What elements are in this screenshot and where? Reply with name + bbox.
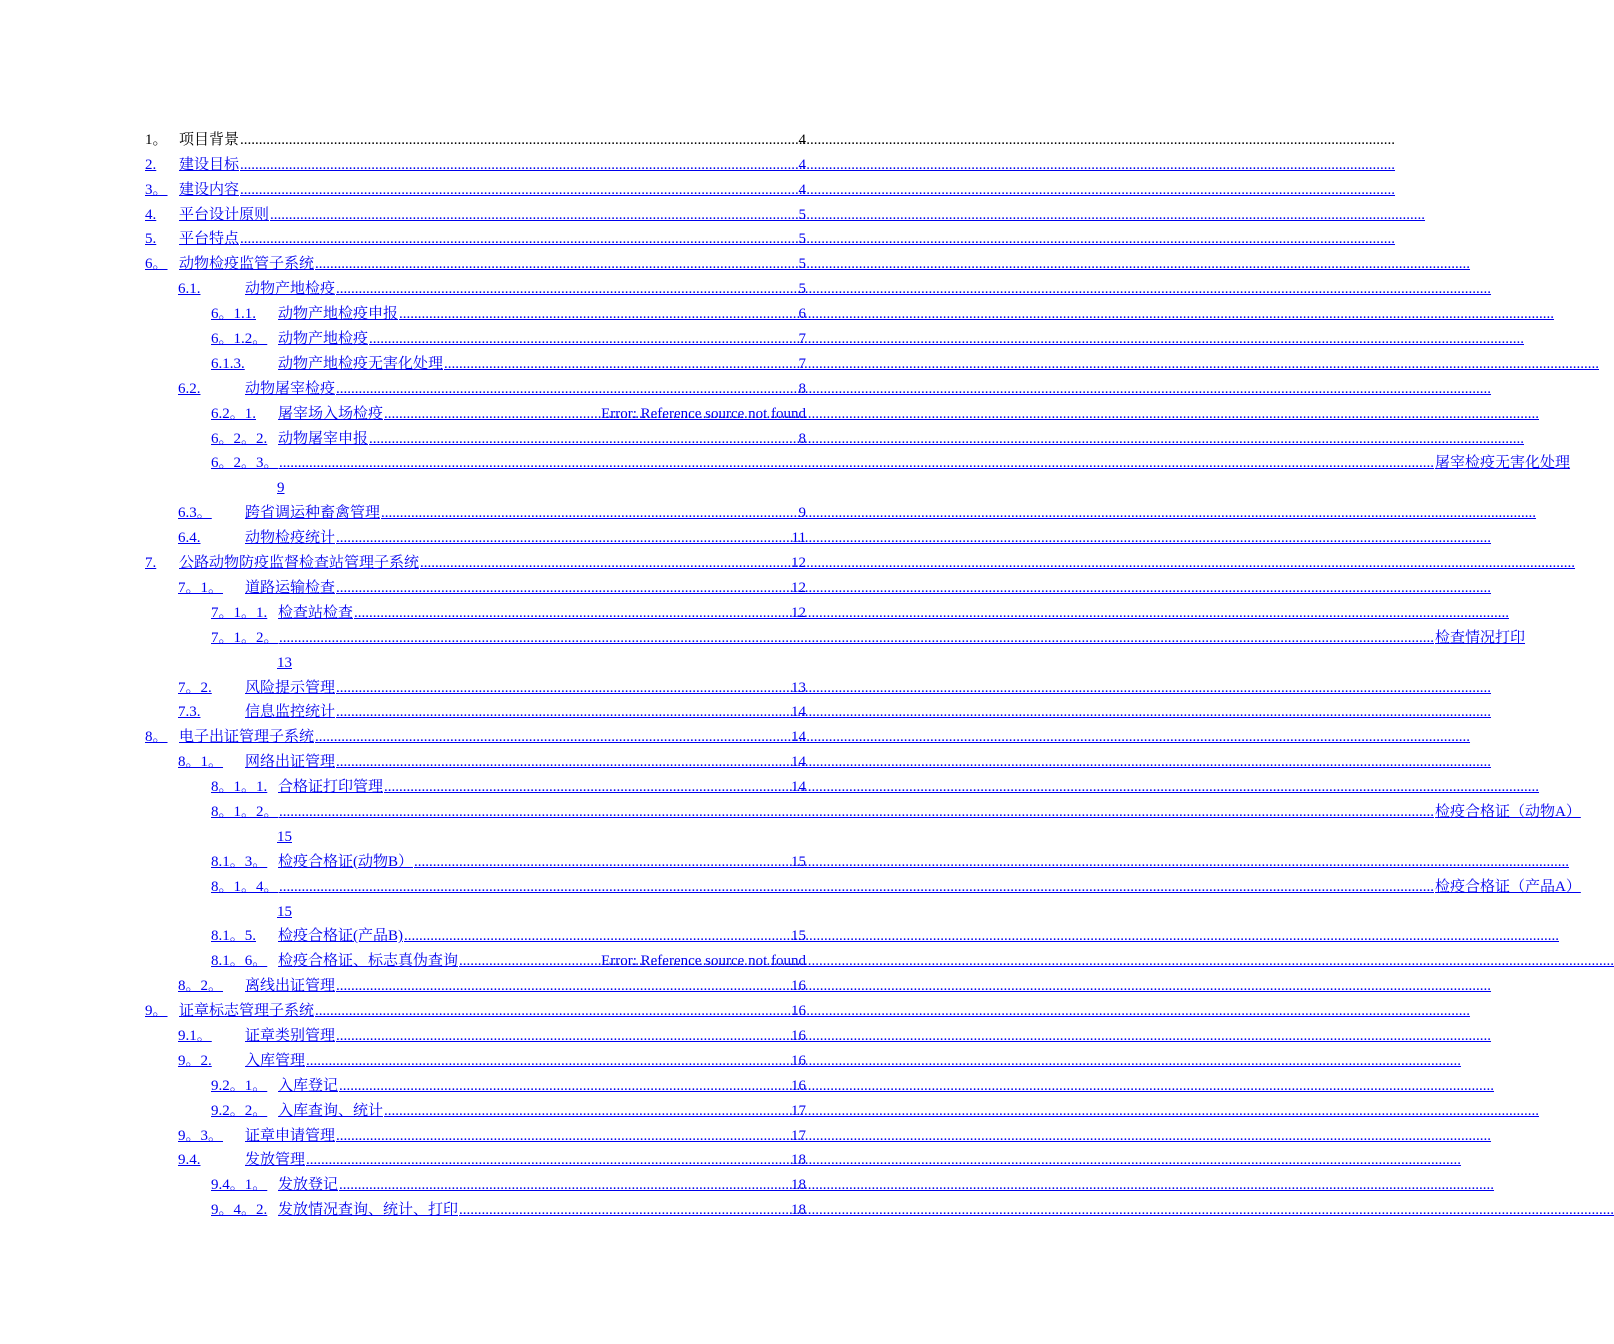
toc-entry-number: 6。2。3。 [211, 455, 279, 472]
toc-entry-title: 入库管理 [245, 1052, 306, 1069]
toc-entry-title: 电子出证管理子系统 [179, 729, 315, 746]
toc-leader-dots [315, 256, 797, 272]
toc-leader-dots [279, 879, 1434, 895]
toc-entry-number: 9。 [145, 1003, 168, 1020]
toc-entry[interactable] [145, 247, 806, 272]
toc-entry[interactable] [145, 671, 806, 696]
toc-entry[interactable] [145, 944, 806, 969]
toc-leader-dots [315, 1003, 790, 1019]
toc-entry[interactable] [145, 148, 806, 173]
toc-leader-dots [399, 306, 797, 322]
toc-entry-number: 1。 [145, 131, 168, 148]
toc-page-number: 5 [798, 206, 806, 223]
toc-entry-number: 7。1。 [178, 579, 224, 596]
toc-page-number: 16 [791, 1003, 806, 1020]
toc-entry-number: 9.2。2。 [211, 1102, 268, 1119]
toc-leader-dots [240, 182, 797, 198]
toc-entry-number: 8.1。5. [211, 928, 257, 945]
toc-entry[interactable] [145, 745, 806, 770]
toc-entry-title: 检疫合格证(产品B) [278, 928, 403, 945]
toc-entry-number: 6.1.3. [211, 355, 245, 372]
toc-entry-title: 屠宰场入场检疫 [278, 405, 384, 422]
toc-entry[interactable] [145, 173, 806, 198]
toc-entry[interactable] [145, 397, 806, 422]
toc-entry[interactable] [145, 870, 1581, 920]
toc-page-number: 12 [791, 555, 806, 572]
toc-entry-title: 检疫合格证（产品A） [1435, 878, 1581, 895]
toc-entry-title: 跨省调运种畜禽管理 [245, 505, 381, 522]
toc-leader-dots [336, 1028, 790, 1044]
toc-leader-dots [459, 953, 600, 969]
toc-leader-dots [336, 281, 797, 297]
toc-entry[interactable] [145, 621, 1526, 671]
toc-leader-dots [369, 331, 797, 347]
toc-entry-title: 发放情况查询、统计、打印 [278, 1202, 459, 1219]
toc-entry-number: 8.1。6。 [211, 953, 268, 970]
toc-entry-number: 6.4. [178, 530, 201, 547]
toc-leader-dots [444, 356, 797, 372]
toc-leader-dots [384, 406, 600, 422]
toc-page-number: 18 [791, 1177, 806, 1194]
toc-entry-number: 9.1。 [178, 1028, 212, 1045]
toc-page-number: 9 [277, 480, 285, 497]
toc-page-number: Error: Reference source not found [601, 953, 806, 970]
toc-entry-title: 项目背景 [179, 131, 240, 148]
toc-page-number: 12 [791, 579, 806, 596]
toc-entry-number: 8。2。 [178, 978, 224, 995]
toc-entry-number: 8。1。4。 [211, 878, 279, 895]
toc-entry[interactable] [145, 845, 806, 870]
toc-entry-title: 证章申请管理 [245, 1127, 336, 1144]
toc-page-number: 4 [798, 131, 806, 148]
toc-entry[interactable] [145, 596, 806, 621]
toc-page-number: 5 [798, 231, 806, 248]
toc-entry-number: 9.4. [178, 1152, 201, 1169]
toc-leader-dots [459, 1202, 790, 1218]
toc-entry[interactable] [145, 1069, 806, 1094]
toc-entry-title: 动物检疫统计 [245, 530, 336, 547]
toc-leader-dots [306, 1152, 790, 1168]
toc-entry[interactable] [145, 297, 806, 322]
toc-entry-number: 8。1。1. [211, 779, 268, 796]
toc-leader-dots [336, 530, 791, 546]
toc-entry-title: 建设目标 [179, 156, 240, 173]
toc-entry[interactable] [145, 720, 806, 745]
toc-page-number: 16 [791, 1028, 806, 1045]
toc-page-number: 16 [791, 1052, 806, 1069]
toc-entry-number: 8。 [145, 729, 168, 746]
toc-page-number: 4 [798, 156, 806, 173]
toc-entry-title: 入库查询、统计 [278, 1102, 384, 1119]
toc-page-number: 14 [791, 704, 806, 721]
toc-entry[interactable] [145, 223, 806, 248]
toc-page-number: 18 [791, 1152, 806, 1169]
toc-entry[interactable] [145, 447, 1571, 497]
toc-page-number: 17 [791, 1127, 806, 1144]
toc-entry[interactable] [145, 920, 806, 945]
toc-entry-title: 发放管理 [245, 1152, 306, 1169]
toc-page-number: 9 [798, 505, 806, 522]
toc-entry-title: 合格证打印管理 [278, 779, 384, 796]
toc-leader-dots [315, 729, 790, 745]
toc-leader-dots [306, 1053, 790, 1069]
toc-leader-dots [339, 1078, 790, 1094]
toc-entry-number: 9。3。 [178, 1127, 224, 1144]
toc-leader-dots [279, 630, 1434, 646]
toc-entry[interactable] [145, 795, 1581, 845]
toc-entry-title: 检查站检查 [278, 604, 354, 621]
toc-entry-number: 7.3. [178, 704, 201, 721]
toc-leader-dots [414, 854, 790, 870]
toc-page-number: 5 [798, 281, 806, 298]
toc-entry-title: 风险提示管理 [245, 679, 336, 696]
toc-entry[interactable] [145, 496, 806, 521]
toc-entry-title: 道路运输检查 [245, 579, 336, 596]
toc-entry-number: 9.2。1。 [211, 1077, 268, 1094]
toc-page-number: 4 [798, 181, 806, 198]
toc-page-number: 8 [798, 430, 806, 447]
toc-entry-title: 动物屠宰申报 [278, 430, 369, 447]
toc-entry-title: 建设内容 [179, 181, 240, 198]
toc-entry[interactable] [145, 521, 806, 546]
toc-leader-dots [420, 555, 790, 571]
toc-entry-title: 检疫合格证(动物B） [278, 853, 414, 870]
toc-leader-dots [279, 455, 1434, 471]
toc-entry[interactable] [145, 571, 806, 596]
toc-entry-number: 6.3。 [178, 505, 212, 522]
toc-page-number: 7 [798, 355, 806, 372]
toc-entry-number: 8。1。 [178, 754, 224, 771]
toc-entry[interactable] [145, 198, 806, 223]
toc-entry-title: 检疫合格证（动物A） [1435, 803, 1581, 820]
toc-page-number: 12 [791, 604, 806, 621]
toc-entry-title: 检疫合格证、标志真伪查询 [278, 953, 459, 970]
toc-entry-title: 动物屠宰检疫 [245, 380, 336, 397]
toc-page-number: 15 [791, 928, 806, 945]
toc-leader-dots [336, 680, 790, 696]
toc-page-number: 13 [277, 654, 292, 671]
toc-entry-title: 平台设计原则 [179, 206, 270, 223]
toc-leader-dots [336, 580, 790, 596]
toc-entry-title: 平台特点 [179, 231, 240, 248]
toc-page-number: 15 [791, 853, 806, 870]
toc-page-number: 15 [277, 903, 292, 920]
toc-entry[interactable] [145, 1019, 806, 1044]
toc-entry-title: 动物产地检疫 [245, 281, 336, 298]
toc-entry-title: 发放登记 [278, 1177, 339, 1194]
toc-entry-title: 网络出证管理 [245, 754, 336, 771]
toc-entry [145, 123, 806, 148]
toc-entry-number: 3。 [145, 181, 168, 198]
toc-entry[interactable] [145, 372, 806, 397]
toc-entry-title: 入库登记 [278, 1077, 339, 1094]
toc-entry[interactable] [145, 272, 806, 297]
toc-leader-dots [240, 132, 797, 148]
toc-entry-title: 证章类别管理 [245, 1028, 336, 1045]
toc-leader-dots [336, 381, 797, 397]
toc-entry-number: 6.2。1. [211, 405, 257, 422]
toc-entry[interactable] [145, 546, 806, 571]
toc-page-number: 16 [791, 1077, 806, 1094]
toc-entry-number: 6。1.2。 [211, 331, 268, 348]
toc-page-number: 15 [277, 828, 292, 845]
toc-entry-number: 9.4。1。 [211, 1177, 268, 1194]
toc-entry-title: 公路动物防疫监督检查站管理子系统 [179, 555, 420, 572]
toc-entry[interactable] [145, 696, 806, 721]
toc-entry-number: 7。2. [178, 679, 212, 696]
toc-entry-title: 动物产地检疫 [278, 331, 369, 348]
toc-entry[interactable] [145, 1144, 806, 1169]
toc-leader-dots [404, 928, 790, 944]
toc-page-number: 14 [791, 779, 806, 796]
toc-entry-title: 动物产地检疫无害化处理 [278, 355, 444, 372]
toc-page-number: Error: Reference source not found [601, 405, 806, 422]
toc-leader-dots [369, 431, 797, 447]
toc-entry-title: 屠宰检疫无害化处理 [1435, 455, 1571, 472]
toc-entry-number: 2. [145, 156, 157, 173]
toc-entry-number: 5. [145, 231, 157, 248]
toc-entry-number: 9。2. [178, 1052, 212, 1069]
toc-entry-number: 6.1. [178, 281, 201, 298]
toc-entry-number: 6。2。2. [211, 430, 268, 447]
toc-entry-number: 6.2. [178, 380, 201, 397]
toc-entry-number: 9。4。2. [211, 1202, 268, 1219]
toc-page-number: 13 [791, 679, 806, 696]
toc-entry-title: 证章标志管理子系统 [179, 1003, 315, 1020]
toc-entry[interactable] [145, 322, 806, 347]
toc-entry-number: 7. [145, 555, 157, 572]
toc-leader-dots [336, 1128, 790, 1144]
toc-entry-number: 4. [145, 206, 157, 223]
toc-entry[interactable] [145, 347, 806, 372]
toc-page-number: 14 [791, 729, 806, 746]
toc-leader-dots [240, 157, 797, 173]
table-of-contents [145, 123, 1581, 1219]
toc-entry-number: 8.1。3。 [211, 853, 268, 870]
toc-entry-title: 信息监控统计 [245, 704, 336, 721]
toc-leader-dots [336, 704, 790, 720]
toc-entry-number: 7。1。1. [211, 604, 268, 621]
toc-leader-dots [381, 505, 797, 521]
toc-page-number: 14 [791, 754, 806, 771]
toc-entry[interactable] [145, 422, 806, 447]
toc-page-number: 5 [798, 256, 806, 273]
toc-leader-dots [384, 1103, 790, 1119]
toc-page-number: 17 [791, 1102, 806, 1119]
toc-entry-title: 离线出证管理 [245, 978, 336, 995]
toc-entry-number: 8。1。2。 [211, 803, 279, 820]
toc-entry-number: 7。1。2。 [211, 629, 279, 646]
toc-page-number: 6 [798, 306, 806, 323]
toc-entry-number: 6。 [145, 256, 168, 273]
toc-entry-title: 检查情况打印 [1435, 629, 1526, 646]
toc-entry[interactable] [145, 1044, 806, 1069]
toc-leader-dots [339, 1177, 790, 1193]
toc-leader-dots [384, 779, 790, 795]
toc-page-number: 11 [791, 530, 806, 547]
toc-leader-dots [336, 754, 790, 770]
toc-entry[interactable] [145, 770, 806, 795]
toc-page-number: 8 [798, 380, 806, 397]
toc-entry[interactable] [145, 1168, 806, 1193]
toc-entry-title: 动物检疫监管子系统 [179, 256, 315, 273]
toc-entry[interactable] [145, 1094, 806, 1119]
toc-entry[interactable] [145, 969, 806, 994]
toc-entry-number: 6。1.1. [211, 306, 257, 323]
toc-leader-dots [279, 804, 1434, 820]
toc-page-number: 18 [791, 1202, 806, 1219]
toc-entry[interactable] [145, 994, 806, 1019]
toc-page-number: 16 [791, 978, 806, 995]
toc-leader-dots [354, 605, 790, 621]
toc-entry[interactable] [145, 1119, 806, 1144]
toc-leader-dots [270, 207, 797, 223]
toc-entry-title: 动物产地检疫申报 [278, 306, 399, 323]
toc-leader-dots [240, 231, 797, 247]
toc-entry[interactable] [145, 1193, 806, 1218]
toc-leader-dots [336, 978, 790, 994]
toc-page-number: 7 [798, 331, 806, 348]
